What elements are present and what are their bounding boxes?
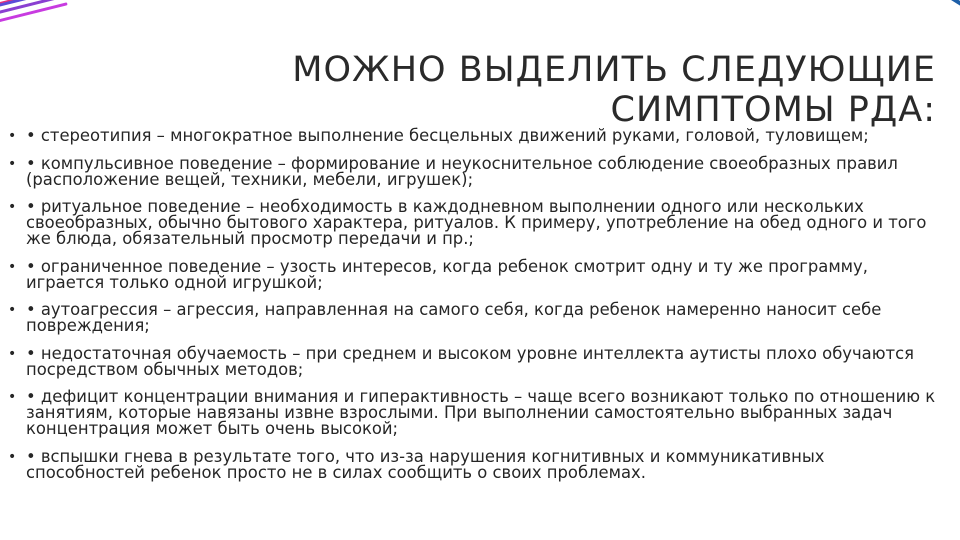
- bullet-icon: •: [8, 155, 17, 172]
- list-item: [8, 256, 948, 292]
- list-item-text: • вспышки гнева в результате того, что из-за нарушения когнитивных и коммуникативных способностей ребенок просто не в силах сообщить о своих проблемах.: [26, 446, 825, 482]
- list-item-text: • компульсивное поведение – формирование и неукоснительное соблюдение своеобразных правил (расположение вещей, техники, мебели, игрушек);: [26, 153, 898, 189]
- symptom-list: [8, 128, 948, 492]
- list-item: [8, 199, 948, 247]
- bullet-icon: •: [8, 389, 17, 405]
- slide-title-line-1: МОЖНО ВЫДЕЛИТЬ СЛЕДУЮЩИЕ: [292, 50, 936, 90]
- list-item-text: • аутоагрессия – агрессия, направленная на самого себя, когда ребенок намеренно наносит себе повреждения;: [26, 300, 882, 335]
- bullet-icon: •: [8, 258, 17, 275]
- list-item-text: • ритуальное поведение – необходимость в каждодневном выполнении одного или нескольких своеобразных, обычно бытового характера, ритуалов. К примеру, употребление на обед одного и того же блюда, обязательный просмотр передачи и пр.;: [26, 197, 927, 248]
- bullet-icon: •: [8, 345, 17, 362]
- bullet-icon: •: [8, 199, 17, 215]
- list-item-text: • стереотипия – многократное выполнение бесцельных движений руками, головой, туловищем;: [26, 126, 869, 145]
- list-item-text: • недостаточная обучаемость – при среднем и высоком уровне интеллекта аутисты плохо обучаются посредством обычных методов;: [26, 343, 914, 379]
- list-item-text: • ограниченное поведение – узость интересов, когда ребенок смотрит одну и ту же программу, играется только одной игрушкой;: [26, 256, 868, 292]
- bullet-icon: •: [8, 448, 17, 465]
- decor-stripe: [938, 0, 960, 24]
- decor-stripe: [0, 2, 68, 27]
- list-item: [8, 343, 948, 379]
- bullet-icon: •: [8, 302, 17, 318]
- slide-title: [236, 50, 936, 130]
- list-item: [8, 153, 948, 189]
- list-item-text: • дефицит концентрации внимания и гиперактивность – чаще всего возникают только по отношению к занятиям, которые навязаны извне взрослыми. При выполнении самостоятельно выбранных задач концентрация может быть очень высокой;: [26, 387, 936, 438]
- list-item: [8, 302, 948, 334]
- list-item: [8, 446, 948, 482]
- list-item: [8, 128, 948, 144]
- list-item: [8, 389, 948, 437]
- slide-title-line-2: СИМПТОМЫ РДА:: [610, 90, 936, 130]
- bullet-icon: •: [8, 128, 17, 144]
